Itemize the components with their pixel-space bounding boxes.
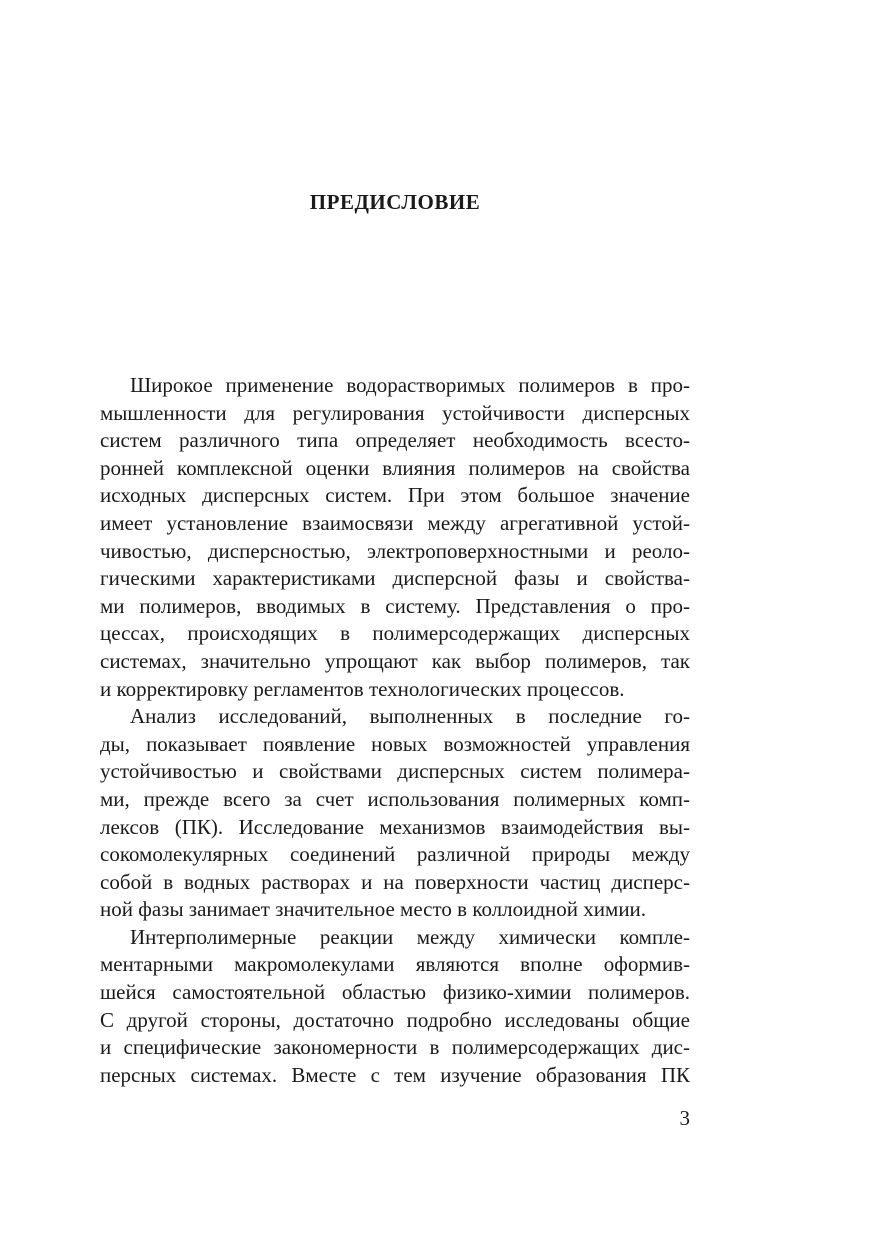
text-line: персных системах. Вместе с тем изучение образования ПК — [100, 1062, 690, 1087]
text-line: шейся самостоятельной областью физико-химии полимеров. — [100, 980, 690, 1005]
text-line: ной фазы занимает значительное место в коллоидной химии. — [100, 897, 647, 922]
text-line: ды, показывает появление новых возможностей управления — [100, 731, 690, 756]
text-line: системах, значительно упрощают как выбор полимеров, так — [100, 648, 690, 673]
text-line: лексов (ПК). Исследование механизмов взаимодействия вы- — [100, 814, 690, 839]
page-number: 3 — [679, 1106, 690, 1130]
text-line: ми полимеров, вводимых в систему. Представления о про- — [100, 593, 690, 618]
text-line: исходных дисперсных систем. При этом большое значение — [100, 483, 690, 508]
page-title: ПРЕДИСЛОВИЕ — [309, 190, 481, 214]
text-line: систем различного типа определяет необходимость всесто- — [100, 428, 690, 453]
text-line: чивостью, дисперсностью, электроповерхностными и реоло- — [100, 538, 690, 563]
text-line: Анализ исследований, выполненных в последние го- — [130, 704, 690, 729]
text-line: и корректировку регламентов технологических процессов. — [100, 676, 625, 701]
text-line: сокомолекулярных соединений различной природы между — [100, 842, 690, 867]
text-line: устойчивостью и свойствами дисперсных систем полимера- — [100, 759, 690, 784]
body-text — [100, 372, 690, 1089]
text-line: С другой стороны, достаточно подробно исследованы общие — [100, 1007, 690, 1032]
text-line: собой в водных растворах и на поверхности частиц дисперс- — [100, 869, 690, 894]
text-line: Широкое применение водорастворимых полимеров в про- — [130, 373, 690, 397]
text-line: имеет установление взаимосвязи между агрегативной устой- — [100, 510, 690, 535]
text-line: мышленности для регулирования устойчивости дисперсных — [100, 400, 690, 425]
text-line: Интерполимерные реакции между химически компле- — [130, 924, 690, 949]
text-line: ми, прежде всего за счет использования полимерных комп- — [100, 786, 690, 811]
text-line: гическими характеристиками дисперсной фазы и свойства- — [100, 566, 690, 591]
text-line: ронней комплексной оценки влияния полимеров на свойства — [100, 455, 690, 480]
text-line: и специфические закономерности в полимерсодержащих дис- — [100, 1035, 690, 1060]
text-line: цессах, происходящих в полимерсодержащих дисперсных — [100, 621, 690, 646]
text-line: ментарными макромолекулами являются вполне оформив- — [100, 952, 690, 977]
